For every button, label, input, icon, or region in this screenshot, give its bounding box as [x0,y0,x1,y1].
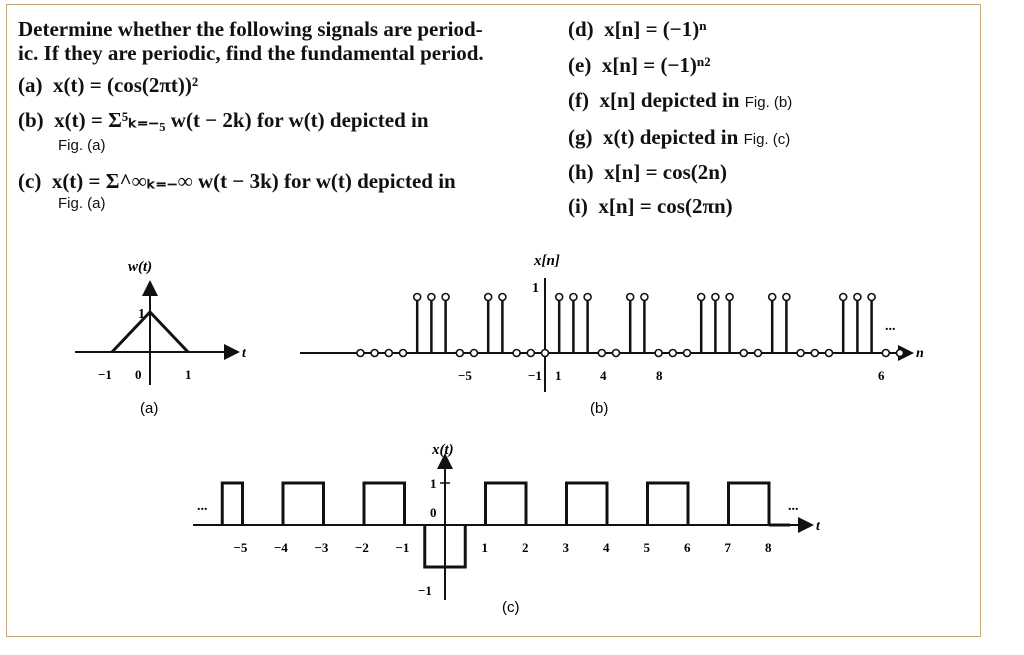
item-b-ref: Fig. (a) [58,137,106,154]
fig-c-tick-label: −4 [274,540,288,555]
fig-b-sample-point [428,294,435,301]
fig-c-caption: (c) [502,599,520,616]
fig-c-pulse [364,483,405,525]
fig-b-tick-1: 1 [555,368,562,383]
item-g-expr: x(t) depicted in [603,125,739,149]
fig-c-ellipsis-right: ... [788,499,799,514]
fig-b-tick-neg5: −5 [458,368,472,383]
fig-c-xlabel: t [816,519,820,534]
item-a-expr: x(t) = (cos(2πt))² [53,73,199,97]
fig-b-sample-point [769,294,776,301]
fig-a-tick-neg1: −1 [98,367,112,382]
fig-a-ylabel: w(t) [128,259,153,275]
item-i-label: (i) [568,194,588,218]
fig-b-xlabel: n [916,346,924,361]
fig-b-sample-point [442,294,449,301]
fig-b-sample-point [669,350,676,357]
fig-c-tick-label: −2 [355,540,369,555]
figure-a [75,259,247,417]
fig-b-sample-point [684,350,691,357]
fig-b-sample-point [882,350,889,357]
fig-b-tick-neg1: −1 [528,368,542,383]
item-f-expr: x[n] depicted in [599,88,740,112]
fig-b-sample-point [811,350,818,357]
fig-c-pulse [729,483,770,525]
fig-c-ellipsis-left: ... [197,499,208,514]
fig-c-tick-label: 1 [481,540,488,555]
fig-c-level-one: 1 [430,476,437,491]
figure-c [193,442,821,616]
fig-b-sample-point [698,294,705,301]
fig-b-sample-point [740,350,747,357]
fig-c-pulse [648,483,689,525]
item-b-expr: x(t) = Σ⁵ₖ₌₋₅ w(t − 2k) for w(t) depicted in [54,108,429,132]
fig-c-tick-label: 6 [684,540,691,555]
fig-c-pulse [486,483,527,525]
fig-b-sample-point [613,350,620,357]
fig-b-sample-point [627,294,634,301]
fig-c-level-zero: 0 [430,505,437,520]
fig-c-tick-label: 4 [603,540,610,555]
fig-c-tick-label: 8 [765,540,772,555]
fig-c-pulse [222,483,242,525]
fig-c-tick-label: 2 [522,540,529,555]
item-g-label: (g) [568,125,593,149]
fig-b-caption: (b) [590,400,609,417]
fig-b-sample-point [826,350,833,357]
item-h-expr: x[n] = cos(2n) [604,160,727,184]
item-e-expr: x[n] = (−1)ⁿ² [601,53,711,77]
fig-c-tick-label: −5 [233,540,248,555]
fig-c-tick-label: 7 [724,540,731,555]
fig-a-tick-0: 0 [135,367,142,382]
fig-b-sample-point [868,294,875,301]
fig-b-sample-point [485,294,492,301]
fig-a-peak-label: 1 [138,307,145,322]
fig-b-sample-point [755,350,762,357]
item-c-expr: x(t) = Σ^∞ₖ₌₋∞ w(t − 3k) for w(t) depicted in [51,169,456,193]
fig-c-tick-label: 3 [562,540,569,555]
fig-c-ylabel: x(t) [432,442,454,458]
fig-b-sample-point [570,294,577,301]
fig-b-sample-point [414,294,421,301]
fig-c-tick-label: −3 [314,540,329,555]
fig-b-sample-point [726,294,733,301]
figure-b [300,253,924,417]
item-d-label: (d) [568,17,594,41]
fig-b-sample-point [712,294,719,301]
fig-b-sample-point [897,350,904,357]
fig-b-sample-point [797,350,804,357]
item-e-label: (e) [568,53,592,77]
fig-b-sample-point [385,350,392,357]
fig-b-ellipsis: ... [885,319,896,334]
item-f-label: (f) [568,88,589,112]
fig-b-sample-point [456,350,463,357]
fig-b-sample-point [542,350,549,357]
fig-c-pulse [567,483,608,525]
item-a-label: (a) [18,73,43,97]
item-d-expr: x[n] = (−1)ⁿ [604,17,707,41]
fig-b-ylabel: x[n] [534,253,560,269]
fig-b-sample-point [513,350,520,357]
item-c-label: (c) [18,169,42,193]
fig-b-sample-point [400,350,407,357]
item-f-ref: Fig. (b) [744,94,793,111]
fig-b-sample-point [499,294,506,301]
fig-c-level-minus-one: −1 [418,583,432,598]
fig-c-tick-label: −1 [395,540,410,555]
item-g-ref: Fig. (c) [743,131,791,148]
item-b-label: (b) [18,108,44,132]
fig-b-sample-point [840,294,847,301]
fig-b-peak-label: 1 [532,281,539,296]
item-h-label: (h) [568,160,594,184]
fig-b-tick-6: 6 [878,368,885,383]
fig-b-sample-point [371,350,378,357]
fig-b-sample-point [783,294,790,301]
fig-b-sample-point [641,294,648,301]
fig-a-xlabel: t [242,346,246,361]
intro-line-2: ic. If they are periodic, find the fundamental period. [18,41,484,65]
fig-a-tick-1: 1 [185,367,192,382]
fig-c-pulse [283,483,324,525]
fig-b-tick-4: 4 [600,368,607,383]
fig-b-sample-point [598,350,605,357]
fig-b-sample-point [357,350,364,357]
fig-b-tick-8: 8 [656,368,663,383]
fig-a-caption: (a) [140,400,159,417]
fig-b-sample-point [584,294,591,301]
fig-b-sample-point [527,350,534,357]
fig-b-sample-point [556,294,563,301]
fig-b-sample-point [854,294,861,301]
fig-c-tick-label: 5 [643,540,650,555]
intro-line-1: Determine whether the following signals are period- [18,17,483,41]
item-i-expr: x[n] = cos(2πn) [598,194,733,218]
fig-b-sample-point [655,350,662,357]
item-c-ref: Fig. (a) [58,195,106,212]
fig-b-sample-point [471,350,478,357]
